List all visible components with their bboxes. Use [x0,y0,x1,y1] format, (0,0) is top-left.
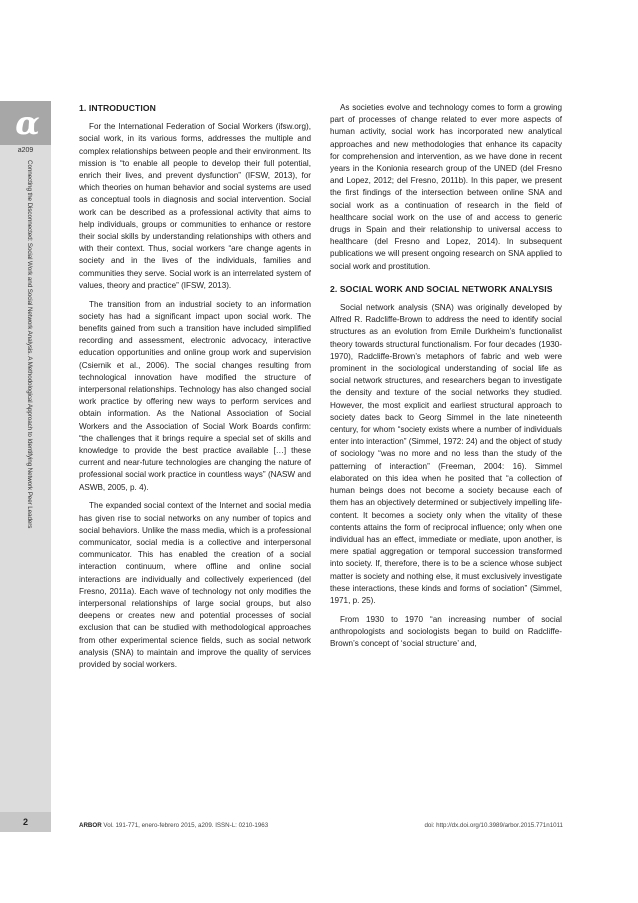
journal-name: ARBOR [79,822,102,829]
section-heading-introduction: 1. INTRODUCTION [79,103,156,113]
running-title-text: Connecting the Disconnected: Social Work and Social Network Analysis. A Methodological Approach to Identifying Network Peer Leaders [26,160,33,529]
paragraph: The transition from an industrial society to an information society has had a significant impact upon social work. The benefits gained from such a transition have included simplified recording and assessment, electronic advocacy, interactive education opportunities and online group work and supervision (Csiernik et al., 2006). The social changes resulting from technological innovation have modified the structure of interpersonal relationships. Technology has also changed social work practice by offering new ways to perform services and obtain information. As the National Association of Social Workers and the Association of Social Work Boards confirm: “the challenges that it brings require a special set of skills and knowledge to provide the best practice available […] these current and near-future technologies are changing the nature of professional social work practice in countless ways” (NASW and ASWB, 2005, p. 4). [79,299,311,492]
paragraph: From 1930 to 1970 “an increasing number of social anthropologists and sociologists began to build on Radcliffe-Brown’s concept of ‘social structure’ and, [330,614,562,649]
paragraph: For the International Federation of Social Workers (ifsw.org), social work, in its various forms, addresses the multiple and complex relationships between people and their environment. Its mission is “to enable all people to develop their full potential, enrich their lives, and prevent dysfunction” (IFSW, 2013), for which theories on human behavior and social systems are used as conceptual tools in diagnosis and social intervention. Social work can be described as a professional activity that aims to help individuals, groups or communities to enhance or restore their social skills by understanding relationships with others and with their context. Thus, social workers “are change agents in society and in the lives of the individuals, families and communities they serve. Social work is an interrelated system of values, theory and practice” (IFSW, 2013). [79,122,311,290]
right-column [330,102,562,657]
running-title [25,160,33,766]
section-heading-sna: 2. SOCIAL WORK AND SOCIAL NETWORK ANALYSIS [330,283,553,294]
paragraph: As societies evolve and technology comes to form a growing part of processes of change related to ever more aspects of human activity, social work has incorporated new analytical approaches and new methodologies that enhance its capacity for comprehension and intervention, as we have done in recent years in the Konionia research group of the UNED (del Fresno and Lopez, 2012; del Fresno, 2011b). In this paper, we present the first findings of the intersection between online SNA and social work as a continuation of research in the field of healthcare social work on the use of and access to generic drugs in Spain and their relationship to universal access to healthcare (del Fresno and Lopez, 2014). In subsequent publications we will present ongoing research on SNA applied to social work and prostitution. [330,103,562,271]
footer-doi[interactable]: doi: http://dx.doi.org/10.3989/arbor.2015.771n1011 [424,822,563,829]
citation-text: Vol. 191-771, enero-febrero 2015, a209. ISSN-L: 0210-1963 [101,822,269,829]
journal-logo: α [0,101,51,145]
paragraph: The expanded social context of the Internet and social media has given rise to social networks on any number of topics and social behaviors. Unlike the mass media, which is a professional communicator, social media is a collective and interpersonal communicator. This has enabled the creation of a social interaction continuum, where offline and online social interactions are individually and collectively experienced (del Fresno, 2011a). Each wave of technology not only modifies the interpersonal relationships of large social groups, but also deepens or creates new and potential processes of social exclusion that can be studied with methodological approaches from other experimental science fields, such as social network analysis (SNA) to maintain and improve the quality of services provided by social workers. [79,501,311,669]
footer-citation [79,822,268,829]
page-number: 2 [0,812,51,832]
paragraph: Social network analysis (SNA) was originally developed by Alfred R. Radcliffe-Brown to address the need to identify social structures as an evolution from Emile Durkheim’s functionalist theory towards structural functionalism. For four decades (1930-1970), Radcliffe-Brown’s metaphors of fabric and web were prominent in the sociological understanding of social life as social network structures, and researchers began to investigate the density and texture of the social networks they studied. However, the most explicit and earliest structural approach to society dates back to Georg Simmel in the late nineteenth century, for whom “society exists where a number of individuals enter into interaction” (Simmel, 1972: 24) and the object of study of sociology “was no more and no less than the study of the patterning of interaction” (Freeman, 2004: 16). Simmel elaborated on this idea when he posited that “a collection of human beings does not become a society because each of them has an objectively determined or subjectively impelling life-content. It becomes a society only when the vitality of these contents attains the form of reciprocal influence; only when one individual has an effect, immediate or mediate, upon another, is mere spatial aggregation or temporal succession transformed into society. If, therefore, there is to be a science whose subject matter is society and nothing else, it must exclusively investigate these interactions, these kinds and forms of sociation” (Simmel, 1971, p. 25). [330,303,562,605]
article-number: a209 [17,147,34,154]
left-column [79,102,311,678]
